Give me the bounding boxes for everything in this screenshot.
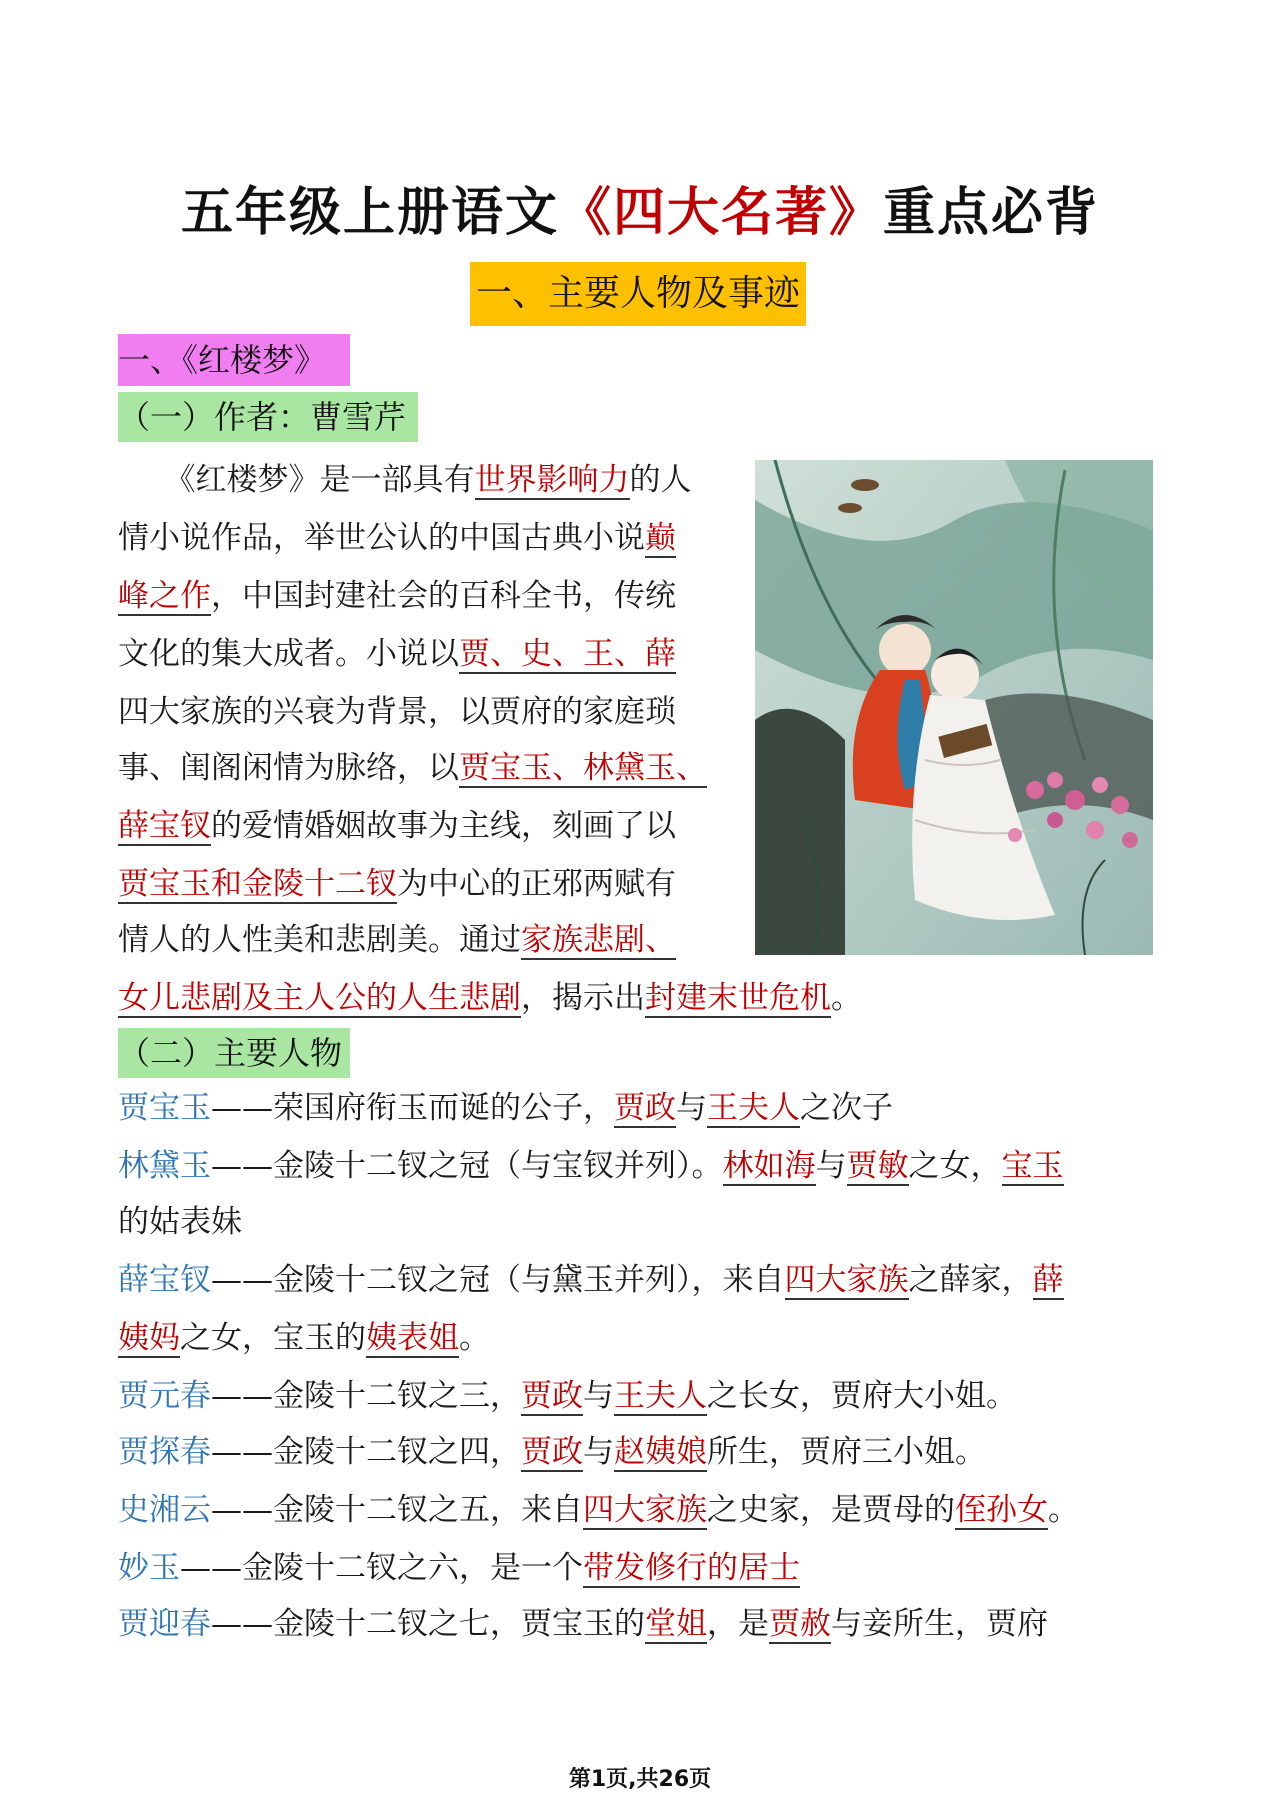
character-text: ——金陵十二钗之冠（与宝钗并列）。	[211, 1148, 723, 1184]
character-highlight: 姨表姐	[366, 1320, 459, 1356]
intro-line	[118, 634, 676, 674]
intro-highlight: 贾、史、王、薛	[459, 636, 676, 672]
page-number: 第1页,共26页	[568, 1767, 712, 1792]
characters-subheading: （二）主要人物	[118, 1028, 350, 1078]
intro-last-line	[118, 978, 862, 1018]
character-text: 与	[583, 1378, 614, 1414]
intro-text: 四大家族的兴衰为背景，以贾府的家庭琐	[118, 694, 676, 730]
character-text: ——金陵十二钗之三，	[211, 1378, 521, 1414]
intro-text: 的爱情婚姻故事为主线，刻画了以	[211, 808, 676, 844]
character-name: 林黛玉	[118, 1148, 211, 1184]
character-name: 贾迎春	[118, 1606, 211, 1642]
character-highlight: 贾敏	[846, 1148, 909, 1184]
character-text: 与妾所生，贾府	[831, 1606, 1048, 1642]
intro-line	[118, 748, 707, 788]
character-text: 所生，贾府三小姐。	[707, 1434, 986, 1470]
intro-line	[118, 920, 676, 960]
character-highlight: 四大家族	[784, 1262, 909, 1298]
intro-line	[118, 806, 676, 846]
character-name: 史湘云	[118, 1492, 211, 1528]
intro-line	[118, 692, 676, 732]
character-text: ——荣国府衔玉而诞的公子，	[211, 1090, 614, 1126]
title-part-1: 五年级上册语文	[180, 183, 559, 243]
character-highlight: 贾政	[521, 1378, 583, 1414]
character-name: 薛宝钗	[118, 1262, 211, 1298]
intro-text: ，中国封建社会的百科全书，传统	[211, 578, 676, 614]
character-text: 之女，	[908, 1148, 1002, 1184]
character-highlight: 薛	[1032, 1262, 1064, 1298]
intro-text: 情人的人性美和悲剧美。通过	[118, 922, 521, 958]
character-text: 之薛家，	[908, 1262, 1033, 1298]
character-highlight: 贾政	[521, 1434, 583, 1470]
title-part-2: 《四大名著》	[558, 183, 883, 243]
character-text: 与	[815, 1148, 847, 1184]
intro-line	[118, 460, 692, 500]
illustration-image	[755, 460, 1153, 955]
character-text: 之史家，是贾母的	[707, 1492, 955, 1528]
character-line	[118, 1318, 490, 1358]
novel-heading: 一、《红楼梦》	[118, 334, 350, 386]
intro-last-highlight-2: 封建末世危机	[645, 980, 831, 1016]
character-text: 。	[1048, 1492, 1079, 1528]
character-name: 妙玉	[118, 1550, 180, 1586]
intro-text: 《红楼梦》是一部具有	[118, 462, 475, 498]
page-title	[0, 170, 1280, 245]
character-highlight: 贾赦	[769, 1606, 831, 1642]
character-highlight: 王夫人	[614, 1378, 707, 1414]
intro-highlight: 贾宝玉、林黛玉、	[459, 750, 707, 786]
intro-text: 的人	[629, 462, 692, 498]
character-text: 之女，宝玉的	[180, 1320, 366, 1356]
character-text: ——金陵十二钗之冠（与黛玉并列），来自	[211, 1262, 785, 1298]
character-name: 贾探春	[118, 1434, 211, 1470]
character-line	[118, 1202, 242, 1242]
character-line	[118, 1146, 1064, 1186]
character-line	[118, 1260, 1064, 1300]
intro-highlight: 世界影响力	[474, 462, 630, 498]
character-highlight: 侄孙女	[955, 1492, 1048, 1528]
character-highlight: 贾政	[614, 1090, 676, 1126]
intro-line	[118, 864, 676, 904]
character-text: 之长女，贾府大小姐。	[707, 1378, 1017, 1414]
character-highlight: 堂姐	[645, 1606, 707, 1642]
character-highlight: 王夫人	[707, 1090, 800, 1126]
intro-text: 为中心的正邪两赋有	[397, 866, 676, 902]
character-text: 与	[676, 1090, 707, 1126]
author-subheading: （一）作者：曹雪芹	[118, 392, 418, 442]
character-line	[118, 1088, 893, 1128]
character-highlight: 赵姨娘	[614, 1434, 707, 1470]
intro-last-highlight-1: 女儿悲剧及主人公的人生悲剧	[118, 980, 521, 1016]
intro-text: 事、闺阁闲情为脉络，以	[118, 750, 459, 786]
section-heading: 一、主要人物及事迹	[470, 262, 806, 326]
character-highlight: 宝玉	[1001, 1148, 1064, 1184]
character-highlight: 带发修行的居士	[583, 1550, 800, 1586]
character-text: 之次子	[800, 1090, 893, 1126]
intro-highlight: 薛宝钗	[118, 808, 211, 844]
character-text: ——金陵十二钗之六，是一个	[180, 1550, 583, 1586]
character-name: 贾宝玉	[118, 1090, 211, 1126]
intro-line	[118, 518, 676, 558]
character-text: 的姑表妹	[118, 1204, 242, 1240]
intro-last-text-2: 。	[831, 980, 862, 1016]
title-part-3: 重点必背	[883, 183, 1100, 243]
character-line	[118, 1376, 1017, 1416]
character-text: ——金陵十二钗之四，	[211, 1434, 521, 1470]
intro-highlight: 巅	[645, 520, 676, 556]
character-text: 与	[583, 1434, 614, 1470]
intro-highlight: 贾宝玉和金陵十二钗	[118, 866, 397, 902]
intro-highlight: 峰之作	[118, 578, 211, 614]
intro-text: 文化的集大成者。小说以	[118, 636, 459, 672]
intro-line	[118, 576, 676, 616]
character-text: ——金陵十二钗之五，来自	[211, 1492, 583, 1528]
character-text: ——金陵十二钗之七，贾宝玉的	[211, 1606, 645, 1642]
intro-highlight: 家族悲剧、	[521, 922, 676, 958]
intro-last-text-1: ，揭示出	[521, 980, 645, 1016]
character-name: 贾元春	[118, 1378, 211, 1414]
character-line	[118, 1432, 986, 1472]
character-line	[118, 1604, 1048, 1644]
character-highlight: 林如海	[722, 1148, 816, 1184]
character-line	[118, 1548, 800, 1588]
intro-text: 情小说作品，举世公认的中国古典小说	[118, 520, 645, 556]
character-text: 。	[459, 1320, 490, 1356]
character-highlight: 姨妈	[118, 1320, 180, 1356]
character-line	[118, 1490, 1079, 1530]
character-highlight: 四大家族	[583, 1492, 707, 1528]
character-text: ，是	[707, 1606, 769, 1642]
